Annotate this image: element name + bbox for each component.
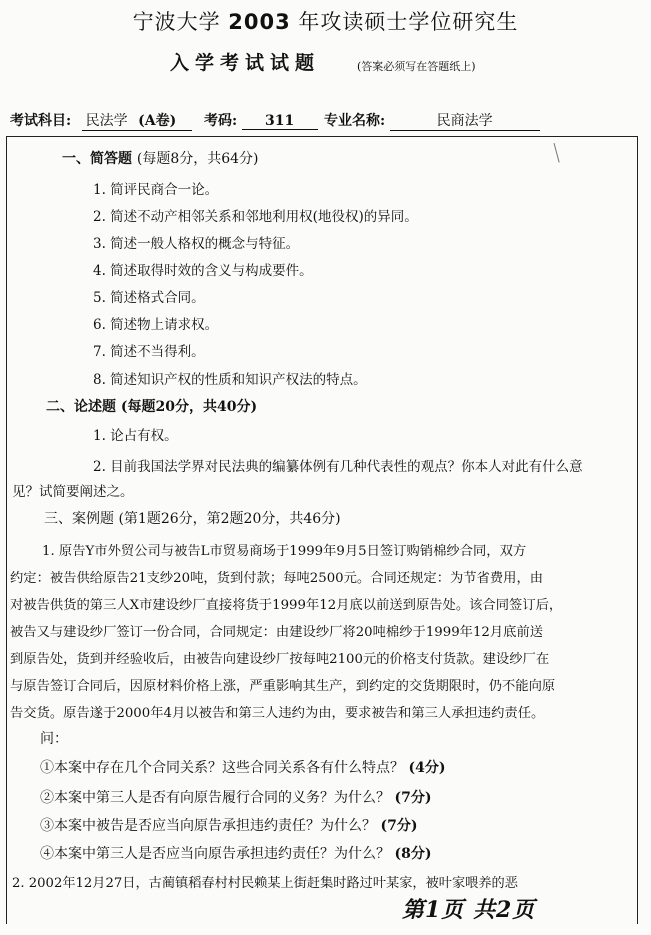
section1-item: 3. 简述一般人格权的概念与特征。: [93, 236, 300, 252]
section1-header: [62, 148, 259, 168]
major-label: 专业名称:: [324, 113, 386, 129]
exam-title-suffix: 年攻读硕士学位研究生: [298, 10, 519, 34]
question-points: (7分): [380, 818, 418, 834]
exam-subtitle: 入学考试试题: [170, 52, 321, 74]
case1-line: 与原告签订合同后，因原材料价格上涨，严重影响其生产，到约定的交货期限时，仍不能向原: [10, 679, 556, 694]
section2-scoring: (每题20分，共40分): [120, 399, 258, 415]
section1-item: 7. 简述不当得利。: [93, 344, 205, 360]
question-points: (8分): [394, 846, 432, 862]
exam-year: 2003: [228, 10, 291, 34]
section3-scoring: (第1题26分，第2题20分，共46分): [118, 511, 341, 527]
info-line: [10, 110, 192, 131]
question-points: (4分): [408, 760, 446, 776]
section1-item: 4. 简述取得时效的含义与构成要件。: [93, 263, 313, 279]
case1-line: 到原告处，货到并经验收后，由被告向建设纱厂按每吨2100元的价格支付货款。建设纱厂在: [10, 652, 550, 667]
subject-value: 民法学: [85, 113, 128, 129]
question-text: ②本案中第三人是否有向原告履行合同的义务？为什么？: [40, 790, 390, 806]
paper-tag: (A卷): [138, 113, 177, 129]
section3-heading: 三、案例题: [44, 511, 114, 527]
major-value: 民商法学: [390, 110, 540, 131]
question-points: (7分): [394, 790, 432, 806]
question-text: ①本案中存在几个合同关系？这些合同关系各有什么特点？: [40, 760, 404, 776]
case2-line: 2. 2002年12月27日，古蔺镇稻春村村民赖某上街赶集时路过叶某家，被叶家喂养的恶: [12, 876, 518, 891]
section2-item: 1. 论占有权。: [93, 428, 178, 444]
section2-heading: 二、论述题: [46, 399, 116, 415]
code-label: 考码:: [204, 113, 238, 129]
section2-header: [46, 396, 257, 416]
section1-item: 6. 简述物上请求权。: [93, 317, 219, 333]
question-text: ④本案中第三人是否应当向原告承担违约责任？为什么？: [40, 846, 390, 862]
question-text: ③本案中被告是否应当向原告承担违约责任？为什么？: [40, 818, 376, 834]
question-item: [40, 815, 417, 835]
subtitle-note: (答案必须写在答题纸上): [357, 60, 476, 73]
code-value: 311: [242, 113, 318, 130]
major-block: [324, 110, 540, 131]
section2-item: 2. 目前我国法学界对民法典的编纂体例有几种代表性的观点？你本人对此有什么意: [93, 459, 583, 475]
section2-item-cont: 见？试简要阐述之。: [12, 484, 134, 500]
case1-line: 约定：被告供给原告21支纱20吨，货到付款；每吨2500元。合同还规定：为节省费用，由: [10, 571, 544, 586]
ask-label: 问：: [40, 731, 68, 747]
section1-item: 5. 简述格式合同。: [93, 290, 205, 306]
question-item: [40, 757, 445, 777]
case1-line: 对被告供货的第三人X市建设纱厂直接将货于1999年12月底以前送到原告处。该合同签订后，: [10, 598, 563, 613]
section3-header: [44, 508, 341, 528]
page-number-marker: 第1页 共2页: [402, 897, 536, 923]
question-item: [40, 787, 431, 807]
section1-scoring: (每题8分，共64分): [136, 151, 259, 167]
subject-field: [82, 110, 192, 131]
question-item: [40, 843, 431, 863]
case1-line: 1. 原告Y市外贸公司与被告L市贸易商场于1999年9月5日签订购销棉纱合同，双方: [42, 544, 527, 559]
university-name: 宁波大学: [132, 10, 221, 34]
code-block: [204, 110, 318, 130]
section1-heading: 一、简答题: [62, 151, 132, 167]
case1-line: 被告又与建设纱厂签订一份合同，合同规定：由建设纱厂将20吨棉纱于1999年12月底前送: [10, 625, 544, 640]
section1-item: 8. 简述知识产权的性质和知识产权法的特点。: [93, 372, 367, 388]
section1-item: 2. 简述不动产相邻关系和邻地利用权(地役权)的异同。: [93, 209, 418, 225]
exam-title: [0, 6, 651, 36]
case1-line: 告交货。原告遂于2000年4月以被告和第三人违约为由，要求被告和第三人承担违约责任。: [10, 706, 545, 721]
section1-item: 1. 简评民商合一论。: [93, 182, 219, 198]
subject-label: 考试科目:: [10, 113, 72, 129]
